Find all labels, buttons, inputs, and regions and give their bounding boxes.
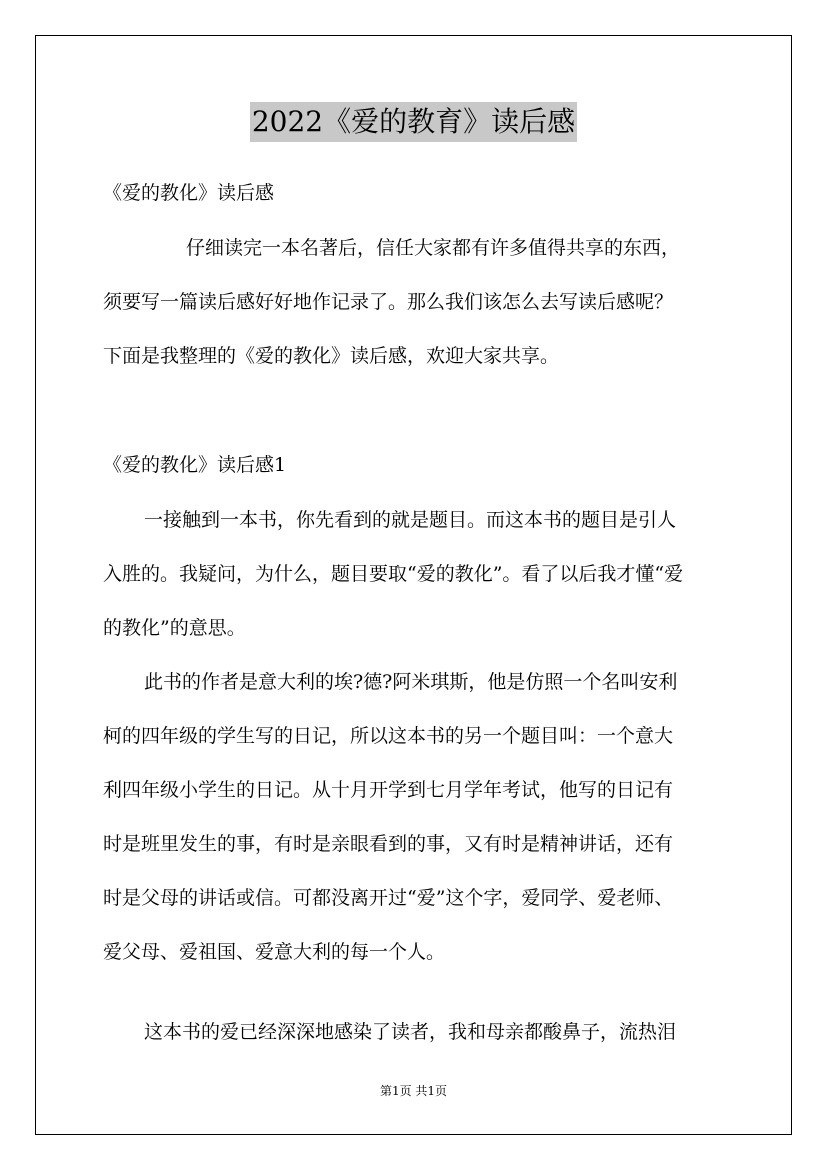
paragraph-line: 此书的作者是意大利的埃?德?阿米琪斯，他是仿照一个名叫安利 bbox=[144, 671, 678, 693]
intro-line: 须要写一篇读后感好好地作记录了。那么我们该怎么去写读后感呢？ bbox=[103, 291, 674, 313]
section-heading: 《爱的教化》读后感1 bbox=[103, 454, 287, 476]
page-footer: 第1页 共1页 bbox=[379, 1084, 448, 1098]
paragraph-line: 入胜的。我疑问，为什么，题目要取“爱的教化”。看了以后我才懂“爱 bbox=[103, 563, 684, 585]
paragraph-line: 一接触到一本书，你先看到的就是题目。而这本书的题目是引人 bbox=[144, 509, 677, 531]
paragraph-line: 时是班里发生的事，有时是亲眼看到的事，又有时是精神讲话，还有 bbox=[103, 833, 674, 855]
intro-line: 仔细读完一本名著后，信任大家都有许多值得共享的东西， bbox=[186, 237, 681, 259]
paragraph-line: 柯的四年级的学生写的日记，所以这本书的另一个题目叫：一个意大 bbox=[103, 725, 674, 747]
title-container bbox=[0, 102, 827, 142]
intro-line: 下面是我整理的《爱的教化》读后感，欢迎大家共享。 bbox=[103, 345, 560, 367]
paragraph-line: 这本书的爱已经深深地感染了读者，我和母亲都酸鼻子，流热泪 bbox=[144, 1021, 677, 1043]
paragraph-line: 利四年级小学生的日记。从十月开学到七月学年考试，他写的日记有 bbox=[103, 779, 674, 801]
paragraph-line: 爱父母、爱祖国、爱意大利的每一个人。 bbox=[103, 941, 446, 963]
subtitle: 《爱的教化》读后感 bbox=[103, 182, 275, 204]
document-title: 2022《爱的教育》读后感 bbox=[250, 102, 577, 142]
paragraph-line: 时是父母的讲话或信。可都没离开过“爱”这个字，爱同学、爱老师、 bbox=[103, 887, 674, 909]
paragraph-line: 的教化”的意思。 bbox=[103, 617, 246, 639]
